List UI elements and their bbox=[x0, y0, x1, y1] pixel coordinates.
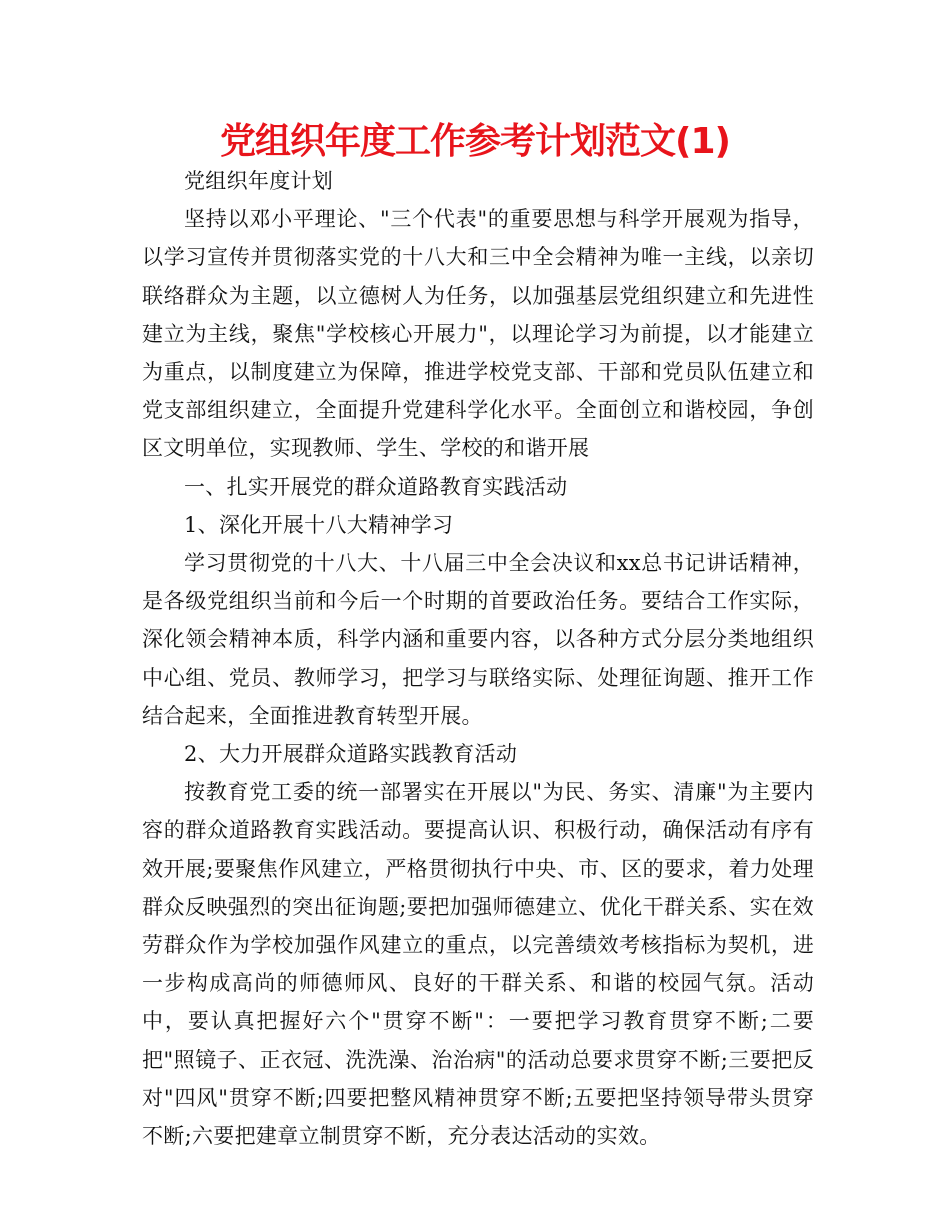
subtitle-paragraph: 党组织年度计划 bbox=[184, 169, 334, 193]
body-paragraph: 学习贯彻党的十八大、十八届三中全会决议和xx总书记讲话精神，是各级党组织当前和今后一个时期的首要政治任务。要结合工作实际，深化领会精神本质，科学内涵和重要内容，以各种方式分层分类地组织中心组、党员、教师学习，把学习与联络实际、处理征询题、推开工作结合起来，全面推进教育转型开展。 bbox=[142, 551, 814, 728]
document-body bbox=[142, 162, 814, 1155]
body-paragraph: 按教育党工委的统一部署实在开展以"为民、务实、清廉"为主要内容的群众道路教育实践活动。要提高认识、积极行动，确保活动有序有效开展;要聚焦作风建立，严格贯彻执行中央、市、区的要求，着力处理群众反映强烈的突出征询题;要把加强师德建立、优化干群关系、实在效劳群众作为学校加强作风建立的重点，以完善绩效考核指标为契机，进一步构成高尚的师德师风、良好的干群关系、和谐的校园气氛。活动中，要认真把握好六个"贯穿不断"：一要把学习教育贯穿不断;二要把"照镜子、正衣冠、洗洗澡、治治病"的活动总要求贯穿不断;三要把反对"四风"贯穿不断;四要把整风精神贯穿不断;五要把坚持领导带头贯穿不断;六要把建章立制贯穿不断，充分表达活动的实效。 bbox=[142, 780, 814, 1149]
document-title: 党组织年度工作参考计划范文(1) bbox=[220, 121, 730, 162]
intro-paragraph: 坚持以邓小平理论、"三个代表"的重要思想与科学开展观为指导，以学习宣传并贯彻落实党的十八大和三中全会精神为唯一主线，以亲切联络群众为主题，以立德树人为任务，以加强基层党组织建立和先进性建立为主线，聚焦"学校核心开展力"，以理论学习为前提，以才能建立为重点，以制度建立为保障，推进学校党支部、干部和党员队伍建立和党支部组织建立，全面提升党建科学化水平。全面创立和谐校园，争创区文明单位，实现教师、学生、学校的和谐开展 bbox=[142, 207, 814, 461]
subsection-heading-2: 2、大力开展群众道路实践教育活动 bbox=[184, 742, 518, 767]
section-heading-1: 一、扎实开展党的群众道路教育实践活动 bbox=[184, 474, 568, 499]
subsection-heading-1: 1、深化开展十八大精神学习 bbox=[184, 512, 454, 537]
